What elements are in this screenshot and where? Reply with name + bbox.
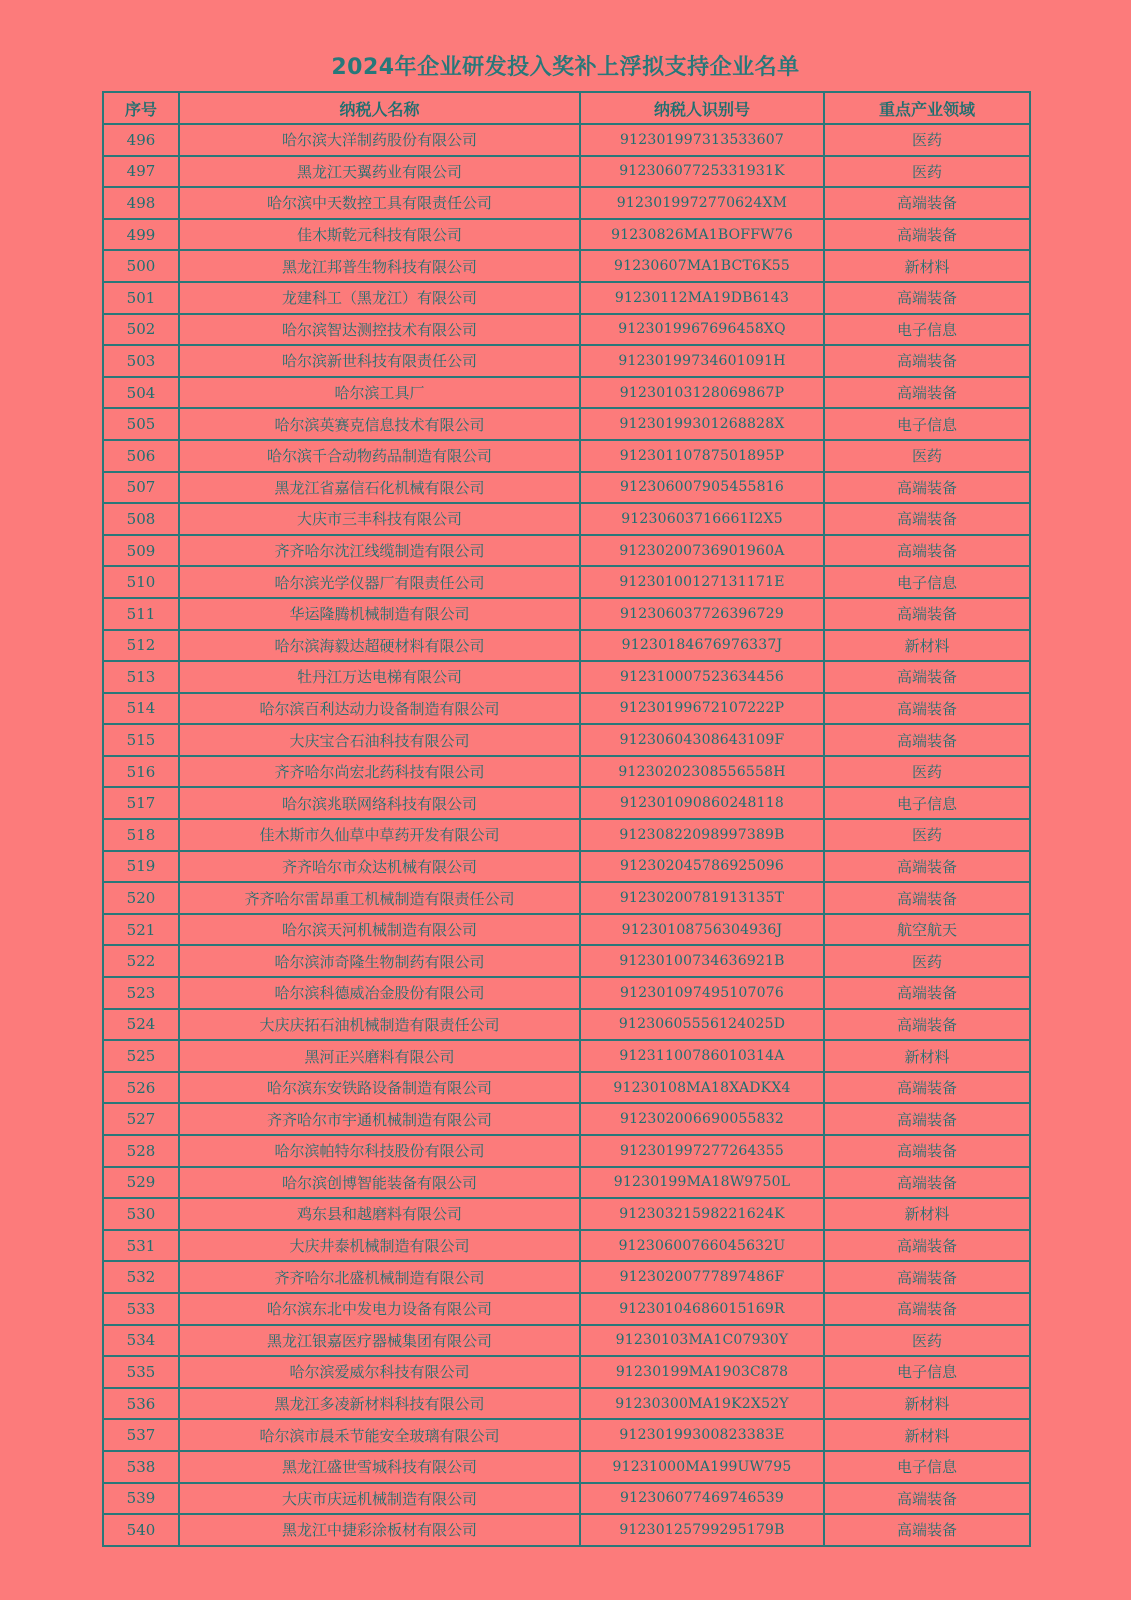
cell-industry-field: 医药 — [824, 1325, 1030, 1357]
cell-taxpayer-id: 91230184676976337J — [580, 630, 824, 662]
cell-taxpayer-id: 912306037726396729 — [580, 598, 824, 630]
cell-serial-number: 514 — [103, 693, 179, 725]
cell-taxpayer-name: 哈尔滨百利达动力设备制造有限公司 — [179, 693, 580, 725]
cell-industry-field: 高端装备 — [824, 377, 1030, 409]
table-row — [103, 1230, 1030, 1262]
cell-industry-field: 新材料 — [824, 1198, 1030, 1230]
cell-taxpayer-id: 912301997277264355 — [580, 1135, 824, 1167]
cell-taxpayer-id: 91230100127131171E — [580, 566, 824, 598]
cell-taxpayer-id: 91230110787501895P — [580, 440, 824, 472]
cell-serial-number: 520 — [103, 882, 179, 914]
cell-serial-number: 528 — [103, 1135, 179, 1167]
cell-taxpayer-id: 912301997313533607 — [580, 124, 824, 156]
cell-serial-number: 518 — [103, 819, 179, 851]
enterprise-list-table — [102, 91, 1031, 1547]
cell-industry-field: 高端装备 — [824, 345, 1030, 377]
cell-taxpayer-name: 大庆庆拓石油机械制造有限责任公司 — [179, 1009, 580, 1041]
cell-serial-number: 499 — [103, 219, 179, 251]
cell-taxpayer-id: 91231000MA199UW795 — [580, 1451, 824, 1483]
cell-taxpayer-name: 齐齐哈尔市众达机械有限公司 — [179, 851, 580, 883]
cell-serial-number: 504 — [103, 377, 179, 409]
cell-taxpayer-name: 哈尔滨海毅达超硬材料有限公司 — [179, 630, 580, 662]
cell-industry-field: 高端装备 — [824, 977, 1030, 1009]
cell-taxpayer-id: 91230822098997389B — [580, 819, 824, 851]
cell-taxpayer-id: 91230321598221624K — [580, 1198, 824, 1230]
cell-serial-number: 531 — [103, 1230, 179, 1262]
cell-industry-field: 医药 — [824, 945, 1030, 977]
cell-serial-number: 527 — [103, 1103, 179, 1135]
cell-taxpayer-id: 91230607MA1BCT6K55 — [580, 250, 824, 282]
header-industry-field: 重点产业领域 — [824, 92, 1030, 124]
cell-taxpayer-id: 912306077469746539 — [580, 1483, 824, 1515]
cell-taxpayer-id: 91230604308643109F — [580, 724, 824, 756]
cell-taxpayer-id: 91230603716661I2X5 — [580, 503, 824, 535]
cell-taxpayer-name: 黑龙江省嘉信石化机械有限公司 — [179, 472, 580, 504]
cell-taxpayer-name: 黑龙江中捷彩涂板材有限公司 — [179, 1514, 580, 1546]
table-row — [103, 661, 1030, 693]
cell-serial-number: 502 — [103, 314, 179, 346]
cell-taxpayer-id: 91230200777897486F — [580, 1261, 824, 1293]
cell-taxpayer-name: 哈尔滨爱威尔科技有限公司 — [179, 1356, 580, 1388]
cell-industry-field: 新材料 — [824, 250, 1030, 282]
table-row — [103, 440, 1030, 472]
cell-taxpayer-name: 大庆井泰机械制造有限公司 — [179, 1230, 580, 1262]
cell-industry-field: 医药 — [824, 124, 1030, 156]
cell-taxpayer-id: 91230200781913135T — [580, 882, 824, 914]
cell-industry-field: 高端装备 — [824, 661, 1030, 693]
table-row — [103, 535, 1030, 567]
cell-industry-field: 高端装备 — [824, 219, 1030, 251]
table-row — [103, 1261, 1030, 1293]
cell-serial-number: 508 — [103, 503, 179, 535]
cell-taxpayer-name: 黑龙江邦普生物科技有限公司 — [179, 250, 580, 282]
cell-taxpayer-name: 鸡东县和越磨料有限公司 — [179, 1198, 580, 1230]
cell-taxpayer-name: 哈尔滨天河机械制造有限公司 — [179, 914, 580, 946]
table-row — [103, 1483, 1030, 1515]
cell-taxpayer-id: 91230202308556558H — [580, 756, 824, 788]
cell-serial-number: 533 — [103, 1293, 179, 1325]
cell-serial-number: 505 — [103, 408, 179, 440]
table-row — [103, 1419, 1030, 1451]
cell-serial-number: 517 — [103, 787, 179, 819]
cell-serial-number: 506 — [103, 440, 179, 472]
cell-industry-field: 新材料 — [824, 1040, 1030, 1072]
cell-taxpayer-name: 齐齐哈尔沈江线缆制造有限公司 — [179, 535, 580, 567]
cell-serial-number: 496 — [103, 124, 179, 156]
header-taxpayer-id: 纳税人识别号 — [580, 92, 824, 124]
cell-taxpayer-name: 佳木斯市久仙草中草药开发有限公司 — [179, 819, 580, 851]
cell-taxpayer-name: 黑河正兴磨料有限公司 — [179, 1040, 580, 1072]
cell-industry-field: 高端装备 — [824, 693, 1030, 725]
cell-taxpayer-name: 哈尔滨兆联网络科技有限公司 — [179, 787, 580, 819]
cell-industry-field: 新材料 — [824, 1388, 1030, 1420]
cell-serial-number: 532 — [103, 1261, 179, 1293]
cell-taxpayer-name: 哈尔滨千合动物药品制造有限公司 — [179, 440, 580, 472]
cell-taxpayer-name: 龙建科工（黑龙江）有限公司 — [179, 282, 580, 314]
cell-taxpayer-id: 91230607725331931K — [580, 156, 824, 188]
table-row — [103, 472, 1030, 504]
cell-taxpayer-id: 912310007523634456 — [580, 661, 824, 693]
cell-taxpayer-id: 91230826MA1BOFFW76 — [580, 219, 824, 251]
cell-taxpayer-id: 91230103128069867P — [580, 377, 824, 409]
cell-taxpayer-id: 91230100734636921B — [580, 945, 824, 977]
cell-serial-number: 526 — [103, 1072, 179, 1104]
cell-serial-number: 530 — [103, 1198, 179, 1230]
table-row — [103, 1325, 1030, 1357]
cell-taxpayer-name: 哈尔滨东北中发电力设备有限公司 — [179, 1293, 580, 1325]
table-row — [103, 156, 1030, 188]
table-row — [103, 787, 1030, 819]
table-row — [103, 282, 1030, 314]
cell-taxpayer-name: 哈尔滨沛奇隆生物制药有限公司 — [179, 945, 580, 977]
cell-taxpayer-id: 91230605556124025D — [580, 1009, 824, 1041]
cell-serial-number: 529 — [103, 1167, 179, 1199]
cell-industry-field: 高端装备 — [824, 282, 1030, 314]
table-row — [103, 945, 1030, 977]
cell-industry-field: 高端装备 — [824, 882, 1030, 914]
cell-industry-field: 医药 — [824, 819, 1030, 851]
cell-taxpayer-name: 哈尔滨帕特尔科技股份有限公司 — [179, 1135, 580, 1167]
cell-serial-number: 523 — [103, 977, 179, 1009]
cell-serial-number: 521 — [103, 914, 179, 946]
cell-taxpayer-name: 哈尔滨英赛克信息技术有限公司 — [179, 408, 580, 440]
table-row — [103, 250, 1030, 282]
cell-serial-number: 500 — [103, 250, 179, 282]
cell-taxpayer-id: 91230112MA19DB6143 — [580, 282, 824, 314]
cell-taxpayer-id: 912306007905455816 — [580, 472, 824, 504]
table-row — [103, 1293, 1030, 1325]
cell-industry-field: 高端装备 — [824, 1135, 1030, 1167]
cell-serial-number: 515 — [103, 724, 179, 756]
cell-industry-field: 高端装备 — [824, 187, 1030, 219]
cell-taxpayer-name: 黑龙江天翼药业有限公司 — [179, 156, 580, 188]
table-row — [103, 882, 1030, 914]
cell-taxpayer-id: 91230600766045632U — [580, 1230, 824, 1262]
table-row — [103, 1451, 1030, 1483]
cell-industry-field: 电子信息 — [824, 787, 1030, 819]
cell-taxpayer-name: 齐齐哈尔北盛机械制造有限公司 — [179, 1261, 580, 1293]
cell-industry-field: 航空航天 — [824, 914, 1030, 946]
table-row — [103, 377, 1030, 409]
table-row — [103, 977, 1030, 1009]
cell-industry-field: 电子信息 — [824, 1451, 1030, 1483]
cell-industry-field: 电子信息 — [824, 314, 1030, 346]
table-row — [103, 1040, 1030, 1072]
table-row — [103, 1356, 1030, 1388]
cell-industry-field: 医药 — [824, 756, 1030, 788]
cell-serial-number: 511 — [103, 598, 179, 630]
table-row — [103, 219, 1030, 251]
cell-taxpayer-id: 91230103MA1C07930Y — [580, 1325, 824, 1357]
cell-taxpayer-name: 哈尔滨光学仪器厂有限责任公司 — [179, 566, 580, 598]
cell-industry-field: 新材料 — [824, 630, 1030, 662]
table-row — [103, 187, 1030, 219]
cell-taxpayer-id: 91230104686015169R — [580, 1293, 824, 1325]
cell-serial-number: 522 — [103, 945, 179, 977]
cell-serial-number: 540 — [103, 1514, 179, 1546]
cell-taxpayer-name: 哈尔滨智达测控技术有限公司 — [179, 314, 580, 346]
cell-serial-number: 498 — [103, 187, 179, 219]
cell-industry-field: 高端装备 — [824, 503, 1030, 535]
cell-taxpayer-name: 大庆市三丰科技有限公司 — [179, 503, 580, 535]
table-row — [103, 408, 1030, 440]
cell-industry-field: 电子信息 — [824, 566, 1030, 598]
cell-taxpayer-name: 齐齐哈尔市宇通机械制造有限公司 — [179, 1103, 580, 1135]
cell-serial-number: 534 — [103, 1325, 179, 1357]
table-header-row — [103, 92, 1030, 124]
cell-taxpayer-id: 912301090860248118 — [580, 787, 824, 819]
cell-industry-field: 高端装备 — [824, 535, 1030, 567]
cell-taxpayer-name: 齐齐哈尔尚宏北药科技有限公司 — [179, 756, 580, 788]
cell-taxpayer-name: 黑龙江多凌新材料科技有限公司 — [179, 1388, 580, 1420]
cell-taxpayer-name: 齐齐哈尔雷昂重工机械制造有限责任公司 — [179, 882, 580, 914]
table-row — [103, 1135, 1030, 1167]
cell-industry-field: 高端装备 — [824, 1072, 1030, 1104]
cell-industry-field: 高端装备 — [824, 1261, 1030, 1293]
cell-industry-field: 高端装备 — [824, 1009, 1030, 1041]
cell-serial-number: 510 — [103, 566, 179, 598]
table-row — [103, 1009, 1030, 1041]
cell-serial-number: 497 — [103, 156, 179, 188]
cell-taxpayer-name: 哈尔滨工具厂 — [179, 377, 580, 409]
table-row — [103, 566, 1030, 598]
cell-taxpayer-name: 哈尔滨东安铁路设备制造有限公司 — [179, 1072, 580, 1104]
table-row — [103, 1198, 1030, 1230]
cell-taxpayer-id: 912302045786925096 — [580, 851, 824, 883]
cell-industry-field: 高端装备 — [824, 724, 1030, 756]
cell-industry-field: 高端装备 — [824, 851, 1030, 883]
cell-taxpayer-name: 黑龙江银嘉医疗器械集团有限公司 — [179, 1325, 580, 1357]
table-row — [103, 851, 1030, 883]
cell-taxpayer-name: 哈尔滨中天数控工具有限责任公司 — [179, 187, 580, 219]
cell-industry-field: 高端装备 — [824, 598, 1030, 630]
cell-serial-number: 539 — [103, 1483, 179, 1515]
cell-industry-field: 高端装备 — [824, 1293, 1030, 1325]
cell-taxpayer-id: 91230199301268828X — [580, 408, 824, 440]
cell-taxpayer-id: 91230199734601091H — [580, 345, 824, 377]
table-body — [103, 124, 1030, 1546]
cell-serial-number: 524 — [103, 1009, 179, 1041]
cell-taxpayer-id: 91230200736901960A — [580, 535, 824, 567]
cell-industry-field: 高端装备 — [824, 1230, 1030, 1262]
cell-industry-field: 高端装备 — [824, 472, 1030, 504]
cell-taxpayer-name: 哈尔滨科德威冶金股份有限公司 — [179, 977, 580, 1009]
cell-serial-number: 519 — [103, 851, 179, 883]
cell-industry-field: 电子信息 — [824, 1356, 1030, 1388]
table-row — [103, 1514, 1030, 1546]
table-row — [103, 1072, 1030, 1104]
cell-taxpayer-name: 哈尔滨大洋制药股份有限公司 — [179, 124, 580, 156]
cell-taxpayer-id: 912301097495107076 — [580, 977, 824, 1009]
cell-taxpayer-name: 牡丹江万达电梯有限公司 — [179, 661, 580, 693]
header-taxpayer-name: 纳税人名称 — [179, 92, 580, 124]
table-row — [103, 503, 1030, 535]
cell-taxpayer-name: 大庆市庆远机械制造有限公司 — [179, 1483, 580, 1515]
cell-serial-number: 538 — [103, 1451, 179, 1483]
table-row — [103, 1103, 1030, 1135]
cell-taxpayer-name: 哈尔滨新世科技有限责任公司 — [179, 345, 580, 377]
cell-serial-number: 525 — [103, 1040, 179, 1072]
cell-taxpayer-id: 9123019972770624XM — [580, 187, 824, 219]
table-row — [103, 1388, 1030, 1420]
cell-industry-field: 新材料 — [824, 1419, 1030, 1451]
cell-taxpayer-id: 9123019967696458XQ — [580, 314, 824, 346]
cell-serial-number: 516 — [103, 756, 179, 788]
header-serial-number: 序号 — [103, 92, 179, 124]
table-row — [103, 630, 1030, 662]
table-row — [103, 314, 1030, 346]
cell-taxpayer-id: 91230199MA18W9750L — [580, 1167, 824, 1199]
cell-taxpayer-name: 佳木斯乾元科技有限公司 — [179, 219, 580, 251]
document-title: 2024年企业研发投入奖补上浮拟支持企业名单 — [331, 55, 800, 80]
cell-serial-number: 513 — [103, 661, 179, 693]
cell-serial-number: 536 — [103, 1388, 179, 1420]
cell-serial-number: 507 — [103, 472, 179, 504]
cell-taxpayer-id: 912302006690055832 — [580, 1103, 824, 1135]
cell-serial-number: 503 — [103, 345, 179, 377]
cell-taxpayer-id: 91230199MA1903C878 — [580, 1356, 824, 1388]
cell-industry-field: 高端装备 — [824, 1167, 1030, 1199]
cell-taxpayer-name: 华运隆腾机械制造有限公司 — [179, 598, 580, 630]
table-row — [103, 756, 1030, 788]
cell-taxpayer-id: 91230108756304936J — [580, 914, 824, 946]
table-row — [103, 1167, 1030, 1199]
cell-industry-field: 高端装备 — [824, 1483, 1030, 1515]
cell-industry-field: 医药 — [824, 440, 1030, 472]
cell-industry-field: 高端装备 — [824, 1103, 1030, 1135]
table-row — [103, 914, 1030, 946]
cell-taxpayer-name: 大庆宝合石油科技有限公司 — [179, 724, 580, 756]
table-row — [103, 819, 1030, 851]
table-row — [103, 345, 1030, 377]
cell-taxpayer-name: 黑龙江盛世雪城科技有限公司 — [179, 1451, 580, 1483]
cell-taxpayer-name: 哈尔滨创博智能装备有限公司 — [179, 1167, 580, 1199]
cell-industry-field: 高端装备 — [824, 1514, 1030, 1546]
cell-serial-number: 535 — [103, 1356, 179, 1388]
cell-taxpayer-id: 91230125799295179B — [580, 1514, 824, 1546]
cell-serial-number: 501 — [103, 282, 179, 314]
cell-serial-number: 537 — [103, 1419, 179, 1451]
cell-taxpayer-id: 91230199672107222P — [580, 693, 824, 725]
cell-serial-number: 509 — [103, 535, 179, 567]
cell-serial-number: 512 — [103, 630, 179, 662]
cell-taxpayer-id: 91230108MA18XADKX4 — [580, 1072, 824, 1104]
cell-taxpayer-name: 哈尔滨市晨禾节能安全玻璃有限公司 — [179, 1419, 580, 1451]
table-row — [103, 724, 1030, 756]
cell-taxpayer-id: 91230300MA19K2X52Y — [580, 1388, 824, 1420]
table-row — [103, 693, 1030, 725]
table-row — [103, 598, 1030, 630]
cell-taxpayer-id: 91230199300823383E — [580, 1419, 824, 1451]
table-row — [103, 124, 1030, 156]
cell-industry-field: 医药 — [824, 156, 1030, 188]
cell-taxpayer-id: 91231100786010314A — [580, 1040, 824, 1072]
cell-industry-field: 电子信息 — [824, 408, 1030, 440]
